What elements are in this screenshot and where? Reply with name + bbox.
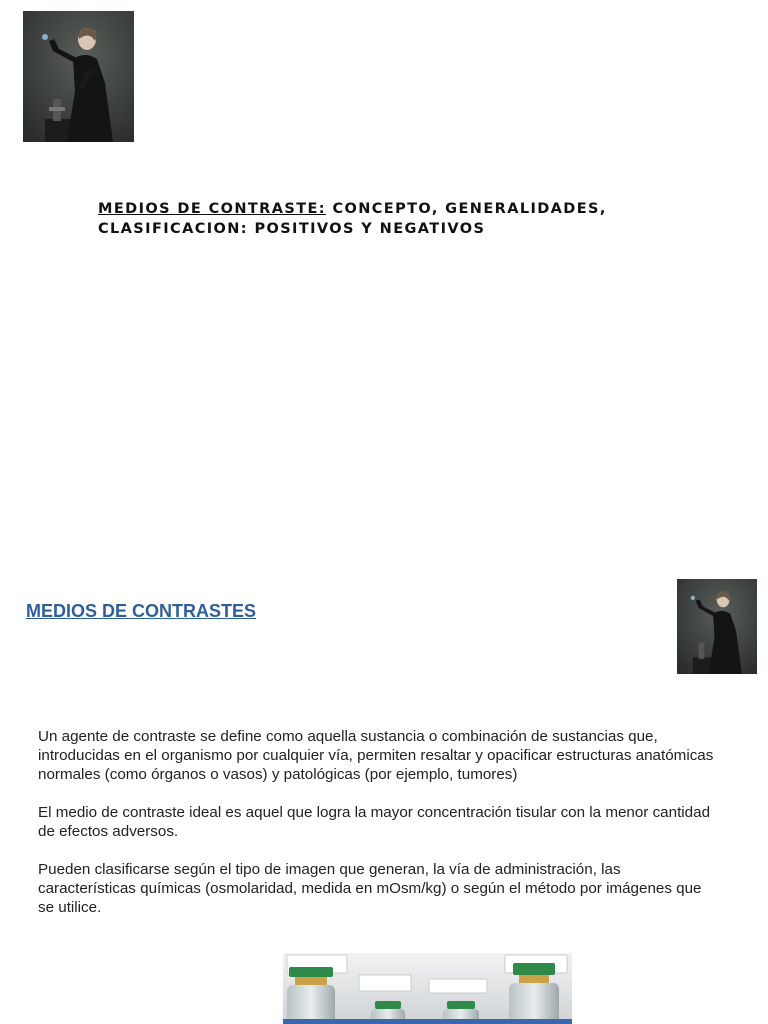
portrait-photo-top — [23, 11, 134, 142]
section-heading[interactable]: MEDIOS DE CONTRASTES — [26, 601, 257, 621]
portrait-photo-right — [677, 579, 757, 674]
portrait-image — [23, 11, 134, 142]
title-rest-line1: CONCEPTO, GENERALIDADES, — [326, 201, 607, 217]
vials-image — [283, 953, 572, 1024]
title-line2: CLASIFICACION: POSITIVOS Y NEGATIVOS — [98, 221, 486, 237]
title-underlined: MEDIOS DE CONTRASTE: — [98, 201, 326, 217]
portrait-image — [677, 579, 757, 674]
document-title — [98, 199, 658, 239]
paragraph-classification: Pueden clasificarse según el tipo de imagen que generan, la vía de administración, las características químicas (osmolaridad, medida en mOsm/kg) o según el método por imágenes que se utilice. — [38, 861, 702, 917]
paragraph-definition: Un agente de contraste se define como aquella sustancia o combinación de sustancias que, introducidas en el organismo por cualquier vía, permiten resaltar y opacificar estructuras anatómicas normales (como órganos o vasos) y patológicas (por ejemplo, tumores) — [38, 728, 714, 784]
paragraph-ideal: El medio de contraste ideal es aquel que logra la mayor concentración tisular con la menor cantidad de efectos adversos. — [38, 804, 711, 841]
contrast-vials-photo — [283, 953, 572, 1024]
